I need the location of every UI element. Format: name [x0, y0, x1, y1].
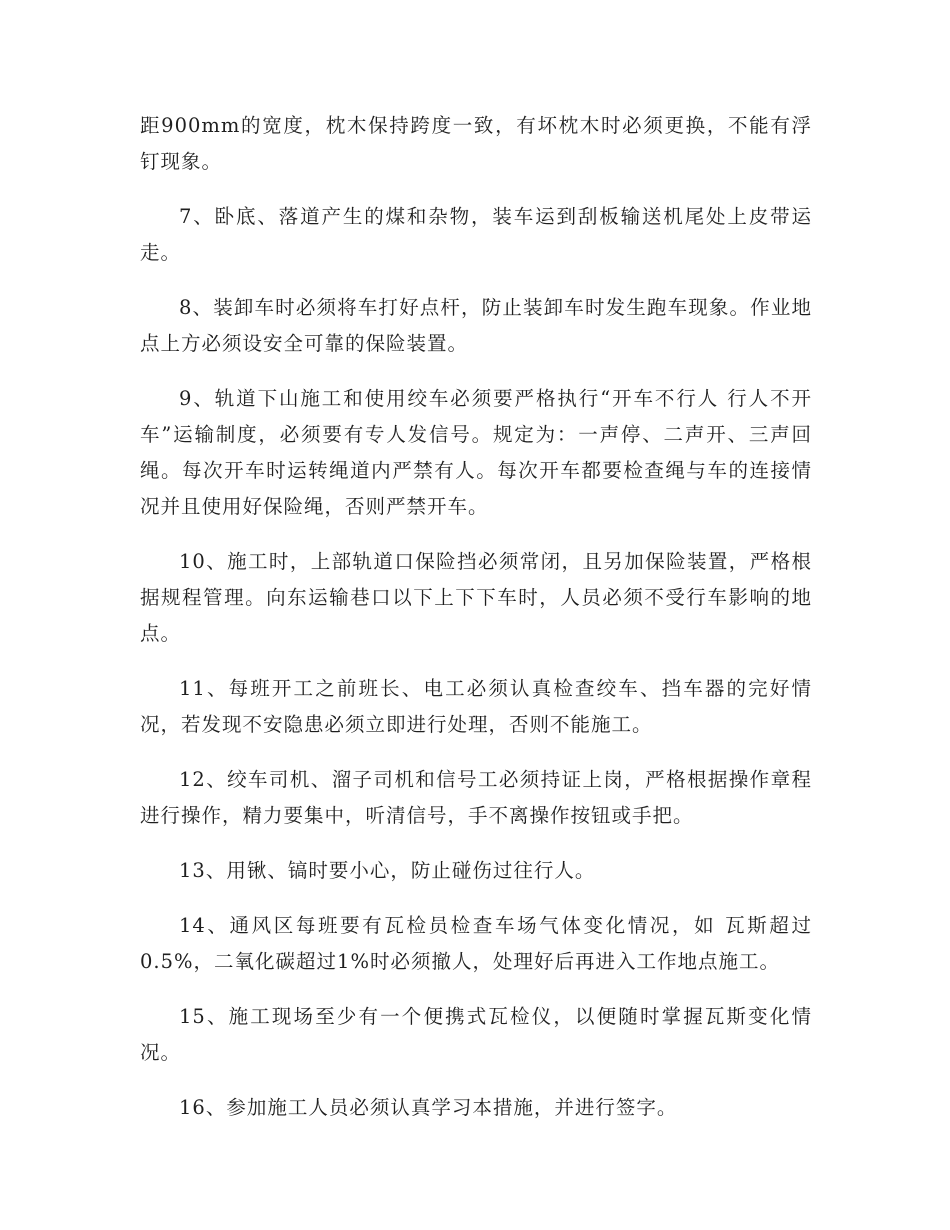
paragraph-item-15: 15、施工现场至少有一个便携式瓦检仪，以便随时掌握瓦斯变化情况。 [140, 1005, 812, 1064]
paragraph-continuation: 距900mm的宽度，枕木保持跨度一致，有坏枕木时必须更换，不能有浮钉现象。 [140, 114, 812, 173]
paragraph-item-9: 9、轨道下山施工和使用绞车必须要严格执行“开车不行人 行人不开车”运输制度，必须要有专人发信号。规定为：一声停、二声开、三声回绳。每次开车时运转绳道内严禁有人。每次开车都要检查绳与车的连接情况并且使用好保险绳，否则严禁开车。 [140, 387, 812, 518]
paragraph-item-10: 10、施工时，上部轨道口保险挡必须常闭，且另加保险装置，严格根据规程管理。向东运输巷口以下上下下车时，人员必须不受行车影响的地点。 [140, 550, 812, 645]
paragraph-item-14: 14、通风区每班要有瓦检员检查车场气体变化情况，如 瓦斯超过0.5%，二氧化碳超过1%时必须撤人，处理好后再进入工作地点施工。 [140, 914, 812, 973]
paragraph-item-12: 12、绞车司机、溜子司机和信号工必须持证上岗，严格根据操作章程进行操作，精力要集中，听清信号，手不离操作按钮或手把。 [140, 768, 812, 827]
paragraph-item-11: 11、每班开工之前班长、电工必须认真检查绞车、挡车器的完好情况，若发现不安隐患必须立即进行处理，否则不能施工。 [140, 677, 812, 736]
paragraph-item-7: 7、卧底、落道产生的煤和杂物，装车运到刮板输送机尾处上皮带运走。 [140, 205, 812, 264]
paragraph-item-13: 13、用锹、镐时要小心，防止碰伤过往行人。 [179, 859, 596, 882]
paragraph-item-8: 8、装卸车时必须将车打好点杆，防止装卸车时发生跑车现象。作业地点上方必须设安全可靠的保险装置。 [140, 296, 812, 355]
document-body [140, 108, 812, 1145]
paragraph-item-16: 16、参加施工人员必须认真学习本措施，并进行签字。 [179, 1096, 678, 1119]
